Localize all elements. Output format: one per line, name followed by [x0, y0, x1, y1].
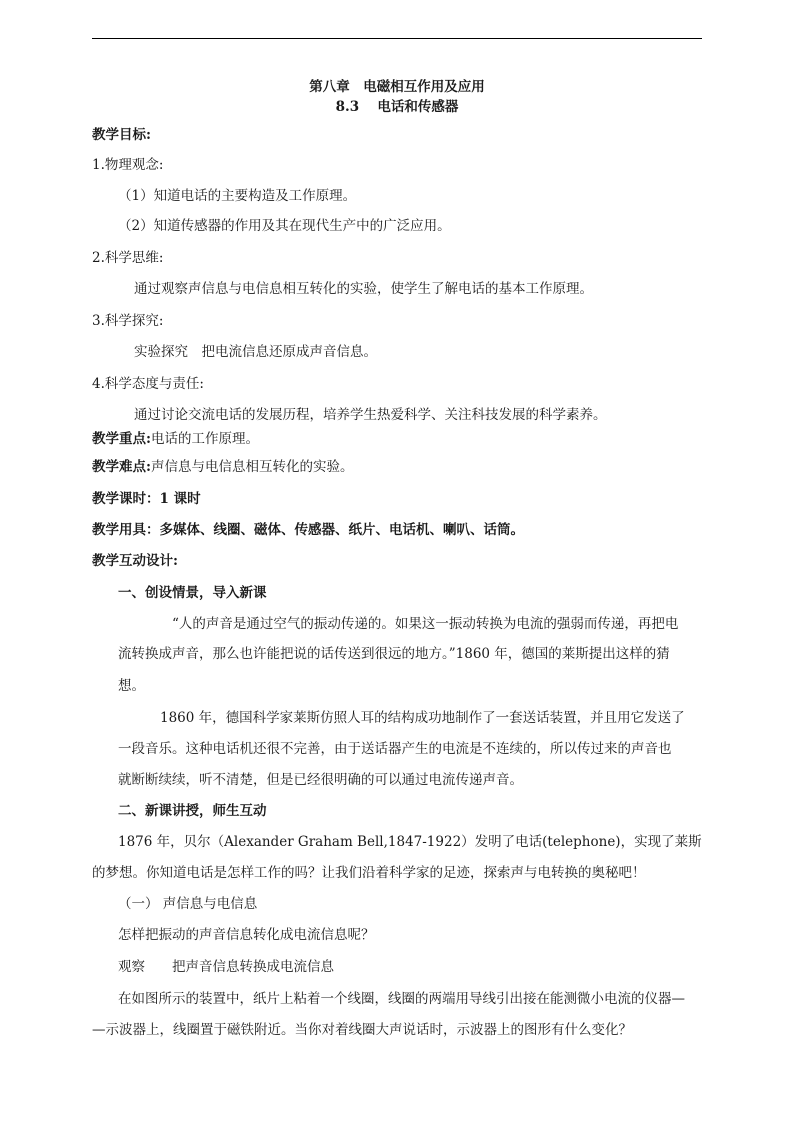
difficult-point-text: 声信息与电信息相互转化的实验。 [150, 459, 354, 475]
difficult-point [92, 457, 353, 477]
objective-1-item-2: （2）知道传感器的作用及其在现代生产中的广泛应用。 [118, 218, 451, 234]
key-point-label: 教学重点: [92, 431, 151, 447]
part-2-subsection-1: （一） 声信息与电信息 [118, 896, 258, 912]
difficult-point-label: 教学难点: [92, 459, 151, 475]
part-1-para-1-line-1: “人的声音是通过空气的振动传递的。如果这一振动转换为电流的强弱而传递，再把电 [172, 616, 679, 632]
part-2-title: 二、新课讲授，师生互动 [118, 803, 267, 819]
part-1-para-1-line-3: 想。 [118, 678, 145, 694]
part-2-observe: 观察 把声音信息转换成电流信息 [118, 959, 334, 975]
objective-2-title: 2.科学思维: [92, 250, 164, 266]
part-1-para-2-line-2: 一段音乐。这种电话机还很不完善，由于送话器产生的电流是不连续的，所以传过来的声音也 [118, 741, 672, 757]
objective-4-title: 4.科学态度与责任: [92, 376, 204, 392]
key-point [92, 429, 259, 449]
section-title: 8.3 电话和传感器 [335, 99, 459, 115]
objectives-heading: 教学目标: [92, 127, 151, 143]
teaching-aids: 教学用具：多媒体、线圈、磁体、传感器、纸片、电话机、喇叭、话筒。 [92, 522, 524, 538]
interaction-design-heading: 教学互动设计: [92, 553, 178, 569]
part-2-para-1-line-2: 的梦想。你知道电话是怎样工作的吗？让我们沿着科学家的足迹，探索声与电转换的奥秘吧！ [92, 865, 646, 881]
objective-2-text: 通过观察声信息与电信息相互转化的实验，使学生了解电话的基本工作原理。 [134, 281, 593, 297]
part-1-para-2-line-1: 1860 年，德国科学家莱斯仿照人耳的结构成功地制作了一套送话装置，并且用它发送了 [160, 710, 685, 726]
objective-4-text: 通过讨论交流电话的发展历程，培养学生热爱科学、关注科技发展的科学素养。 [134, 407, 607, 423]
objective-3-title: 3.科学探究: [92, 313, 164, 329]
header-rule [92, 38, 702, 39]
part-1-para-2-line-3: 就断断续续，听不清楚，但是已经很明确的可以通过电流传递声音。 [118, 772, 523, 788]
objective-1-title: 1.物理观念: [92, 157, 164, 173]
part-2-question: 怎样把振动的声音信息转化成电流信息呢？ [118, 927, 375, 943]
objective-1-item-1: （1）知道电话的主要构造及工作原理。 [118, 188, 357, 204]
part-1-title: 一、创设情景，导入新课 [118, 585, 267, 601]
chapter-title: 第八章 电磁相互作用及应用 [309, 79, 485, 95]
part-2-para-1-line-1: 1876 年，贝尔（Alexander Graham Bell,1847-1922）发明了电话(telephone)，实现了莱斯 [118, 834, 702, 850]
part-1-para-1-line-2: 流转换成声音，那么也许能把说的话传送到很远的地方。”1860 年，德国的莱斯提出这样的猜 [118, 646, 670, 662]
part-2-para-3-line-1: 在如图所示的装置中，纸片上粘着一个线圈，线圈的两端用导线引出接在能测微小电流的仪器— [118, 991, 685, 1007]
class-hours: 教学课时：1 课时 [92, 491, 201, 507]
key-point-text: 电话的工作原理。 [150, 431, 259, 447]
objective-3-text: 实验探究 把电流信息还原成声音信息。 [134, 344, 377, 360]
part-2-para-3-line-2: —示波器上，线圈置于磁铁附近。当你对着线圈大声说话时，示波器上的图形有什么变化？ [92, 1022, 632, 1038]
